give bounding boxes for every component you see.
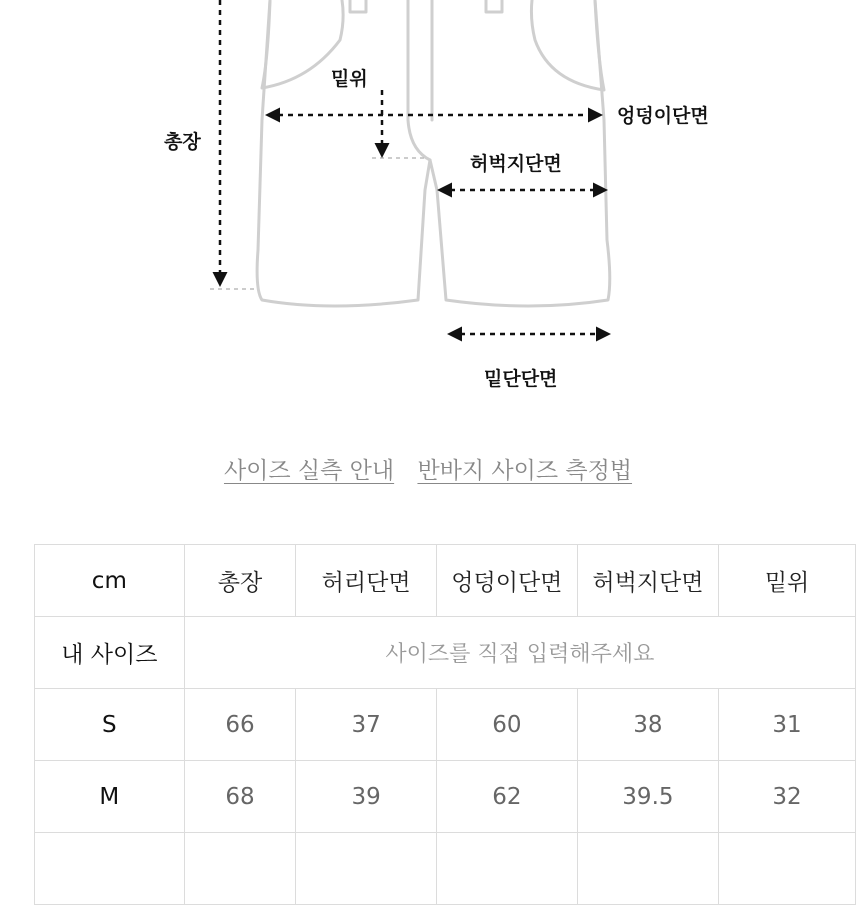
hip-width-label: 엉덩이단면 (617, 105, 709, 127)
rise-label: 밑위 (331, 68, 368, 90)
my-size-label: 내 사이즈 (35, 617, 185, 689)
shorts-illustration (0, 0, 856, 420)
table-row (35, 761, 856, 833)
table-cell: 32 (719, 761, 856, 833)
table-cell (296, 833, 437, 905)
table-cell (184, 833, 296, 905)
table-cell: 68 (184, 761, 296, 833)
table-cell: 62 (436, 761, 577, 833)
header-hip-width: 엉덩이단면 (436, 545, 577, 617)
header-unit: cm (35, 545, 185, 617)
hem-width-label: 밑단단면 (484, 368, 558, 390)
my-size-row (35, 617, 856, 689)
table-cell: 38 (577, 689, 718, 761)
table-cell (719, 833, 856, 905)
measure-method-link[interactable]: 반바지 사이즈 측정법 (417, 458, 633, 484)
size-table (34, 544, 856, 905)
table-cell (436, 833, 577, 905)
size-label: S (35, 689, 185, 761)
header-rise: 밑위 (719, 545, 856, 617)
size-guide-links (0, 452, 856, 485)
table-cell: 39.5 (577, 761, 718, 833)
my-size-input[interactable]: 사이즈를 직접 입력해주세요 (184, 617, 855, 689)
table-cell (35, 833, 185, 905)
table-cell (577, 833, 718, 905)
table-cell: 37 (296, 689, 437, 761)
total-length-label: 총장 (164, 131, 201, 153)
table-cell: 60 (436, 689, 577, 761)
header-thigh-width: 허벅지단면 (577, 545, 718, 617)
table-header-row (35, 545, 856, 617)
header-total-length: 총장 (184, 545, 296, 617)
header-waist-width: 허리단면 (296, 545, 437, 617)
table-cell: 31 (719, 689, 856, 761)
thigh-width-label: 허벅지단면 (470, 153, 562, 175)
table-row (35, 689, 856, 761)
size-label: M (35, 761, 185, 833)
size-guide-link[interactable]: 사이즈 실측 안내 (223, 458, 395, 484)
table-cell: 39 (296, 761, 437, 833)
table-row-partial (35, 833, 856, 905)
shorts-measurement-diagram (0, 0, 856, 420)
table-cell: 66 (184, 689, 296, 761)
